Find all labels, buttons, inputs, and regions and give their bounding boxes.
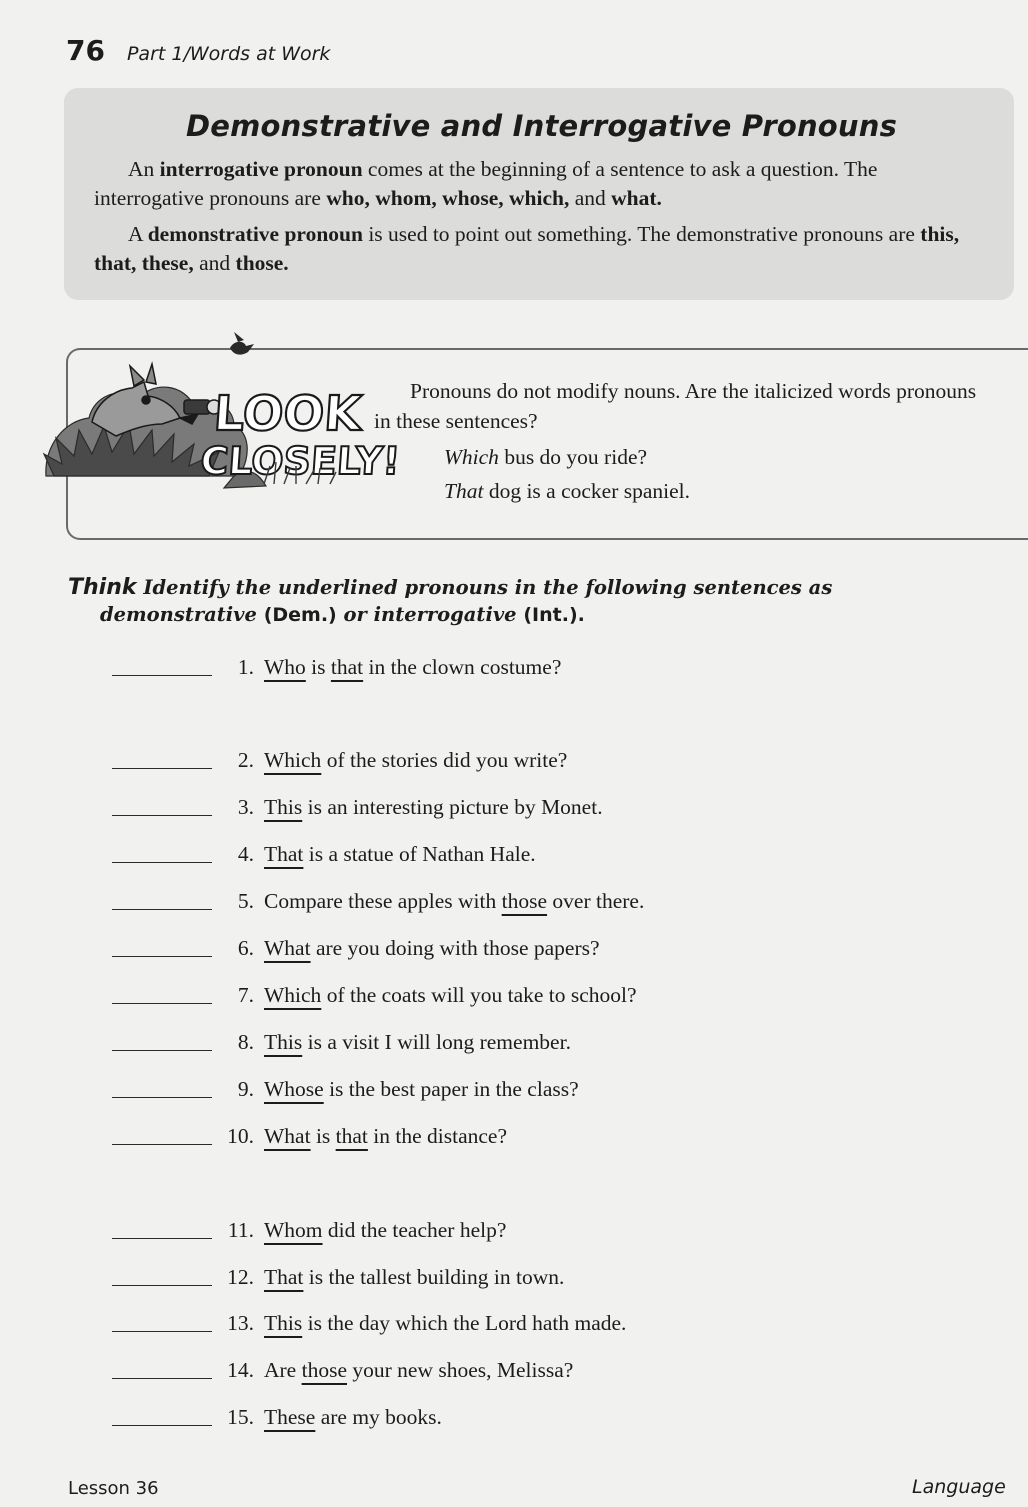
bold-term: demonstrative pronoun xyxy=(147,222,363,246)
answer-blank[interactable] xyxy=(112,954,212,957)
footer-subject: Language xyxy=(912,1476,1006,1498)
exercise-number: 14. xyxy=(227,1358,254,1382)
underlined-pronoun: those xyxy=(301,1358,347,1382)
underlined-pronoun: Whom xyxy=(264,1218,323,1242)
sentence-text: is the day which the Lord hath made. xyxy=(302,1311,627,1335)
answer-blank[interactable] xyxy=(112,1048,212,1051)
example-italic-word: That xyxy=(444,479,484,503)
bold-term: interrogative pronoun xyxy=(159,157,363,181)
example-rest: dog is a cocker spaniel. xyxy=(483,479,691,503)
answer-blank[interactable] xyxy=(112,673,212,676)
exercise-item xyxy=(112,1030,571,1055)
page-number: 76 xyxy=(66,34,105,67)
exercise-item xyxy=(112,1077,579,1102)
answer-blank[interactable] xyxy=(112,813,212,816)
footer-lesson: Lesson 36 xyxy=(68,1478,159,1499)
example-italic-word: Which xyxy=(444,445,499,469)
answer-blank[interactable] xyxy=(112,1376,212,1379)
exercise-number: 4. xyxy=(237,842,254,866)
answer-blank[interactable] xyxy=(112,907,212,910)
think-instructions xyxy=(68,574,968,629)
example-rest: bus do you ride? xyxy=(498,445,648,469)
svg-text:LOOK: LOOK xyxy=(211,386,364,442)
answer-blank[interactable] xyxy=(112,1423,212,1426)
exercise-sentence xyxy=(264,936,600,961)
answer-blank[interactable] xyxy=(112,1001,212,1004)
bird-icon xyxy=(230,332,254,355)
sentence-text: are you doing with those papers? xyxy=(310,936,600,960)
exercise-number: 6. xyxy=(237,936,254,960)
exercise-sentence xyxy=(264,1218,506,1243)
bold-term: this, that, these, xyxy=(94,222,960,275)
lesson-title: Demonstrative and Interrogative Pronouns xyxy=(186,109,898,143)
exercise-number: 8. xyxy=(237,1030,254,1054)
exercise-item xyxy=(112,1218,506,1243)
underlined-pronoun: This xyxy=(264,1030,303,1054)
sentence-text: over there. xyxy=(547,889,645,913)
paragraph-text: is used to point out something. The demonstrative pronouns are xyxy=(362,222,921,246)
look-closely-illustration xyxy=(34,326,402,502)
exercise-sentence xyxy=(264,842,536,867)
sentence-text: of the coats will you take to school? xyxy=(321,983,637,1007)
sentence-text: Compare these apples with xyxy=(264,889,502,913)
underlined-pronoun: What xyxy=(264,936,311,960)
exercise-item xyxy=(112,936,600,961)
underlined-pronoun: Which xyxy=(264,983,322,1007)
page-header xyxy=(66,34,330,67)
underlined-pronoun: These xyxy=(264,1405,316,1429)
look-closely-lead: Pronouns do not modify nouns. Are the italicized words pronouns in these sentences? xyxy=(374,379,977,433)
exercise-sentence xyxy=(264,655,561,680)
exercise-sentence xyxy=(264,1405,442,1430)
underlined-pronoun: those xyxy=(501,889,548,913)
underlined-pronoun: That xyxy=(264,1265,304,1289)
abbr-int: (Int.). xyxy=(523,604,585,626)
exercise-item xyxy=(112,842,536,867)
sentence-text: is a visit I will long remember. xyxy=(302,1030,571,1054)
exercise-sentence xyxy=(264,1311,626,1336)
think-instruction: Identify the underlined pronouns in the following sentences as xyxy=(143,576,833,599)
sentence-text: is an interesting picture by Monet. xyxy=(302,795,603,819)
exercise-sentence xyxy=(264,1030,571,1055)
exercise-number: 7. xyxy=(237,983,254,1007)
exercise-sentence xyxy=(264,795,603,820)
answer-blank[interactable] xyxy=(112,766,212,769)
exercise-number: 10. xyxy=(227,1124,254,1148)
look-closely-example-1 xyxy=(444,442,994,472)
exercise-item xyxy=(112,655,561,680)
exercise-item xyxy=(112,1358,573,1383)
underlined-pronoun: This xyxy=(264,1311,303,1335)
exercise-item xyxy=(112,748,567,773)
answer-blank[interactable] xyxy=(112,1236,212,1239)
exercise-sentence xyxy=(264,1124,507,1149)
answer-blank[interactable] xyxy=(112,1283,212,1286)
answer-blank[interactable] xyxy=(112,860,212,863)
underlined-pronoun: Which xyxy=(264,748,322,772)
sentence-text: is xyxy=(310,1124,336,1148)
exercise-number: 2. xyxy=(237,748,254,772)
look-closely-text xyxy=(374,376,994,506)
exercise-number: 5. xyxy=(237,889,254,913)
exercise-sentence xyxy=(264,1265,564,1290)
exercise-item xyxy=(112,889,644,914)
look-closely-example-2 xyxy=(444,476,994,506)
exercise-number: 9. xyxy=(237,1077,254,1101)
intro-paragraph-demonstrative xyxy=(94,220,974,278)
think-line-2 xyxy=(68,601,968,629)
sentence-text: is the best paper in the class? xyxy=(323,1077,579,1101)
exercise-item xyxy=(112,1311,626,1336)
think-line-1 xyxy=(68,574,968,601)
answer-blank[interactable] xyxy=(112,1095,212,1098)
underlined-pronoun: that xyxy=(330,655,364,679)
sentence-text: is the tallest building in town. xyxy=(303,1265,565,1289)
paragraph-text: and xyxy=(193,251,236,275)
sentence-text: in the clown costume? xyxy=(363,655,562,679)
sentence-text: in the distance? xyxy=(367,1124,508,1148)
exercise-number: 3. xyxy=(237,795,254,819)
underlined-pronoun: Whose xyxy=(264,1077,324,1101)
underlined-pronoun: that xyxy=(335,1124,368,1148)
sentence-text: your new shoes, Melissa? xyxy=(347,1358,574,1382)
bold-term: those. xyxy=(235,251,289,275)
intro-paragraph-interrogative xyxy=(94,155,974,213)
abbr-dem: (Dem.) xyxy=(263,604,337,626)
sentence-text: is xyxy=(305,655,331,679)
underlined-pronoun: That xyxy=(264,842,304,866)
answer-blank[interactable] xyxy=(112,1329,212,1332)
exercise-item xyxy=(112,983,637,1008)
exercise-sentence xyxy=(264,748,567,773)
think-instruction: or interrogative xyxy=(336,603,524,626)
sentence-text: of the stories did you write? xyxy=(321,748,568,772)
think-instruction: demonstrative xyxy=(100,603,264,626)
exercise-number: 11. xyxy=(227,1218,254,1242)
exercise-number: 1. xyxy=(237,655,254,679)
underlined-pronoun: Who xyxy=(264,655,306,679)
sentence-text: is a statue of Nathan Hale. xyxy=(303,842,536,866)
paragraph-text: A xyxy=(128,222,148,246)
svg-text:CLOSELY!: CLOSELY! xyxy=(199,439,402,483)
underlined-pronoun: What xyxy=(264,1124,311,1148)
exercise-item xyxy=(112,1265,564,1290)
exercise-sentence xyxy=(264,983,637,1008)
exercise-number: 15. xyxy=(227,1405,254,1429)
bold-term: what. xyxy=(611,186,662,210)
sentence-text: Are xyxy=(264,1358,302,1382)
sentence-text: did the teacher help? xyxy=(322,1218,507,1242)
paragraph-text: comes at the beginning of a sentence to ask a question. The interrogative pronouns are xyxy=(94,157,878,210)
paragraph-text: and xyxy=(569,186,612,210)
think-label: Think xyxy=(68,575,137,600)
exercise-item xyxy=(112,1405,442,1430)
underlined-pronoun: This xyxy=(264,795,303,819)
exercise-number: 12. xyxy=(227,1265,254,1289)
exercise-item xyxy=(112,795,603,820)
exercise-item xyxy=(112,1124,507,1149)
bold-term: who, whom, whose, which, xyxy=(326,186,570,210)
exercise-sentence xyxy=(264,889,644,914)
exercise-sentence xyxy=(264,1077,579,1102)
part-title: Part 1/Words at Work xyxy=(126,43,331,65)
answer-blank[interactable] xyxy=(112,1142,212,1145)
exercise-number: 13. xyxy=(227,1311,254,1335)
paragraph-text: An xyxy=(128,157,160,181)
exercise-sentence xyxy=(264,1358,573,1383)
sentence-text: are my books. xyxy=(315,1405,442,1429)
